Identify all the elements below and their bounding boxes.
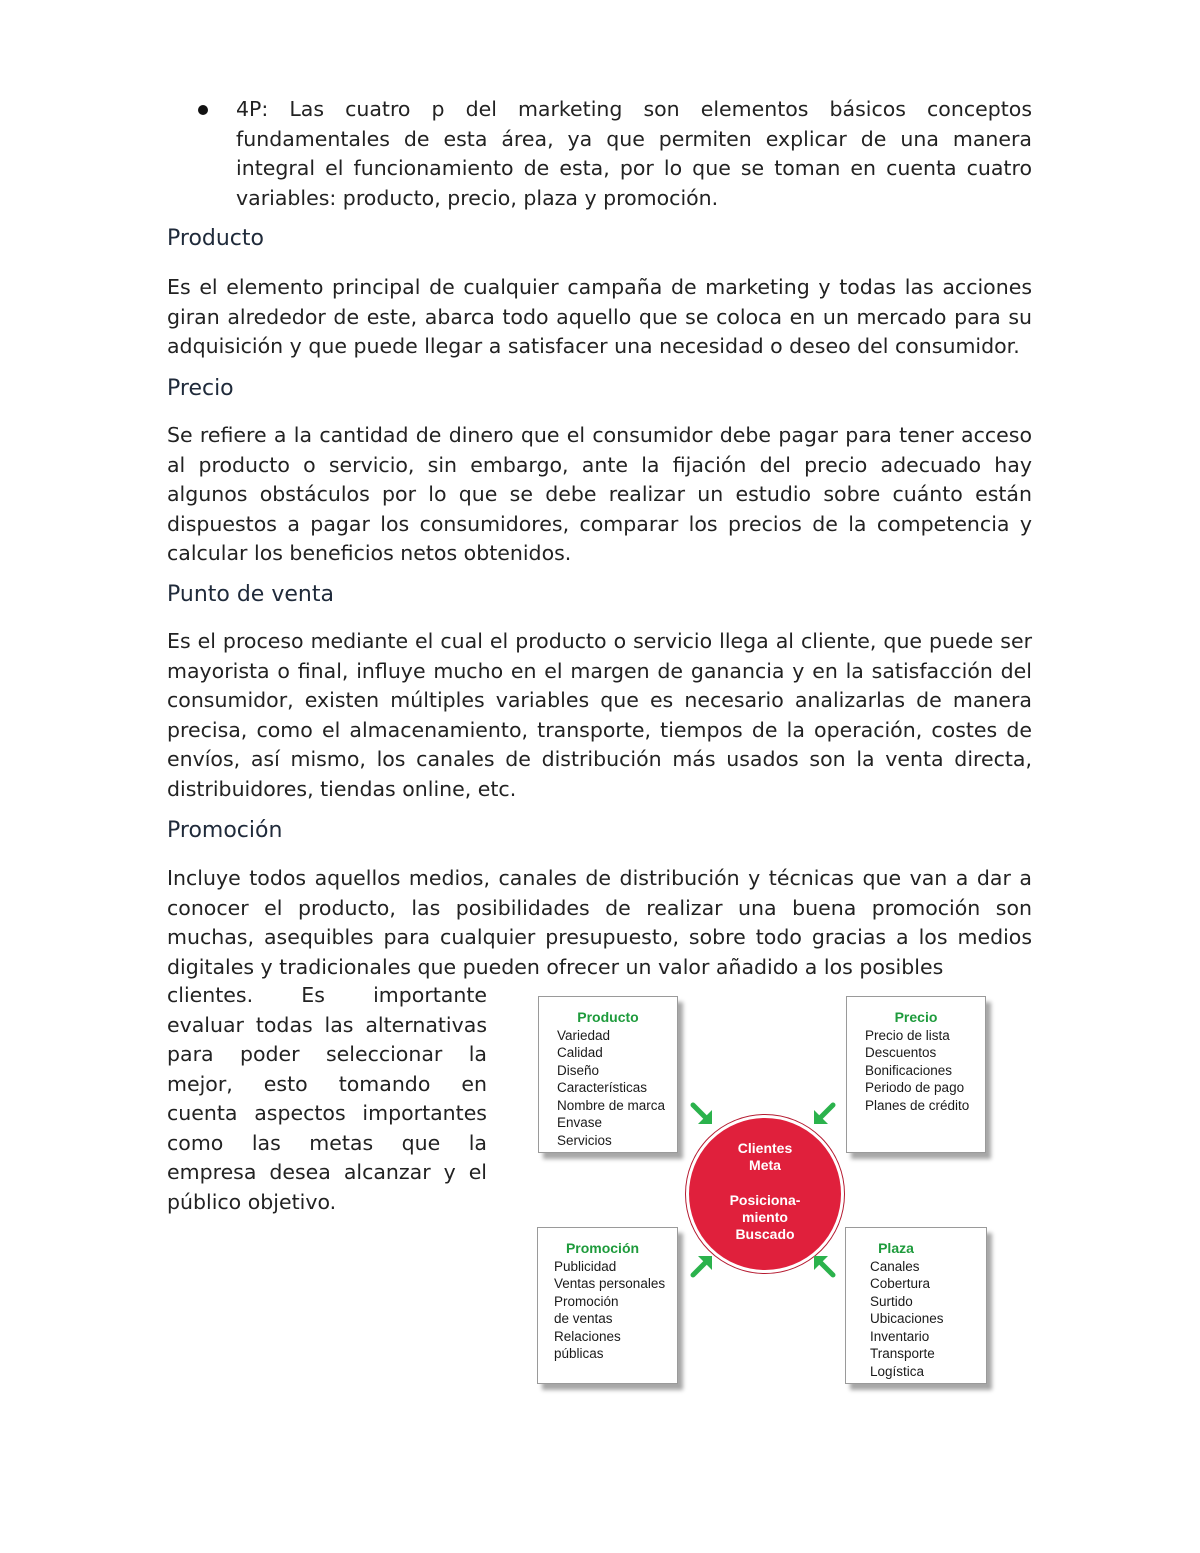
marketing-mix-diagram	[530, 990, 1000, 1395]
list-item: Variedad	[557, 1027, 611, 1043]
bullet-dot-icon	[198, 105, 208, 115]
heading-producto: Producto	[167, 226, 264, 251]
list-item: Promoción	[554, 1293, 619, 1309]
circle-line: Meta	[749, 1157, 781, 1173]
arrow-down-right-icon	[690, 1102, 716, 1128]
list-item: Canales	[870, 1258, 920, 1274]
circle-label-bottom	[689, 1192, 841, 1243]
list-item: Bonificaciones	[865, 1062, 953, 1078]
list-item: Logística	[870, 1363, 925, 1379]
arrow-up-left-icon	[810, 1252, 836, 1278]
list-item: Características	[557, 1080, 648, 1095]
paragraph-producto: Es el elemento principal de cualquier campaña de marketing y todas las acciones giran alrededor de este, abarca todo aquello que se coloca en un mercado para su adquisición y que puede llegar a satisfacer una necesidad o deseo del consumidor.	[167, 275, 1032, 358]
list-item: Inventario	[870, 1328, 930, 1344]
heading-precio: Precio	[167, 376, 234, 401]
list-item: Calidad	[557, 1045, 603, 1060]
list-item: Cobertura	[870, 1276, 931, 1291]
list-item: Servicios	[557, 1132, 612, 1148]
list-item: Ubicaciones	[870, 1311, 944, 1326]
list-item: Precio de lista	[865, 1027, 950, 1043]
box-precio	[846, 996, 986, 1153]
list-item: Descuentos	[865, 1045, 937, 1060]
list-item: públicas	[554, 1346, 604, 1361]
box-plaza-title: Plaza	[878, 1240, 914, 1256]
box-promocion-title: Promoción	[565, 1240, 640, 1256]
heading-promocion: Promoción	[167, 818, 283, 843]
circle-line: Posiciona-	[729, 1192, 801, 1208]
paragraph-punto-de-venta: Es el proceso mediante el cual el producto o servicio llega al cliente, que puede ser mayorista o final, influye mucho en el margen de ganancia y en la satisfacción del consumidor, existen múltiples variables que es necesario analizarlas de manera precisa, como el almacenamiento, transporte, tiempos de la operación, costes de envíos, así mismo, los canales de distribución más usados son la venta directa, distribuidores, tiendas online, etc.	[167, 629, 1032, 801]
list-item: Surtido	[870, 1293, 913, 1309]
list-item: Relaciones	[554, 1328, 621, 1344]
bullet-text: 4P: Las cuatro p del marketing son elementos básicos conceptos fundamentales de esta área, ya que permiten explicar de una manera integral el funcionamiento de esta, por lo que se toman en cuenta cuatro variables: producto, precio, plaza y promoción.	[236, 97, 1032, 210]
list-item: Ventas personales	[554, 1276, 666, 1291]
circle-line: miento	[742, 1209, 788, 1225]
list-item: Planes de crédito	[865, 1097, 970, 1113]
paragraph-precio: Se refiere a la cantidad de dinero que el consumidor debe pagar para tener acceso al producto o servicio, sin embargo, ante la fijación del precio adecuado hay algunos obstáculos por lo que se debe realizar un estudio sobre cuánto están dispuestos a pagar los consumidores, comparar los precios de la competencia y calcular los beneficios netos obtenidos.	[167, 423, 1032, 565]
list-item: Envase	[557, 1115, 603, 1130]
arrow-down-left-icon	[810, 1102, 836, 1128]
heading-punto-de-venta: Punto de venta	[167, 582, 334, 607]
circle-line: Clientes	[737, 1140, 793, 1156]
arrow-up-right-icon	[690, 1252, 716, 1278]
box-producto	[538, 996, 678, 1153]
circle-line: Buscado	[735, 1226, 795, 1242]
list-item: Publicidad	[554, 1258, 617, 1274]
paragraph-promocion-wrap: clientes. Es importante evaluar todas las alternativas para poder seleccionar la mejor, esto tomando en cuenta aspectos importantes como las metas que la empresa desea alcanzar y el público objetivo.	[167, 983, 487, 1214]
list-item: Diseño	[557, 1062, 600, 1078]
box-plaza	[845, 1227, 987, 1384]
bullet-item	[190, 95, 1032, 213]
list-item: Periodo de pago	[865, 1080, 965, 1095]
list-item: de ventas	[554, 1311, 613, 1326]
box-producto-title: Producto	[577, 1009, 639, 1025]
target-circle	[686, 1115, 844, 1273]
circle-label-top	[689, 1140, 841, 1174]
paragraph-promocion: Incluye todos aquellos medios, canales de distribución y técnicas que van a dar a conocer el producto, las posibilidades de realizar una buena promoción son muchas, asequibles para cualquier presupuesto, sobre todo gracias a los medios digitales y tradicionales que pueden ofrecer un valor añadido a los posibles	[167, 866, 1032, 979]
list-item: Nombre de marca	[557, 1097, 666, 1113]
box-precio-title: Precio	[894, 1009, 938, 1025]
box-promocion	[537, 1227, 678, 1384]
list-item: Transporte	[870, 1346, 935, 1361]
